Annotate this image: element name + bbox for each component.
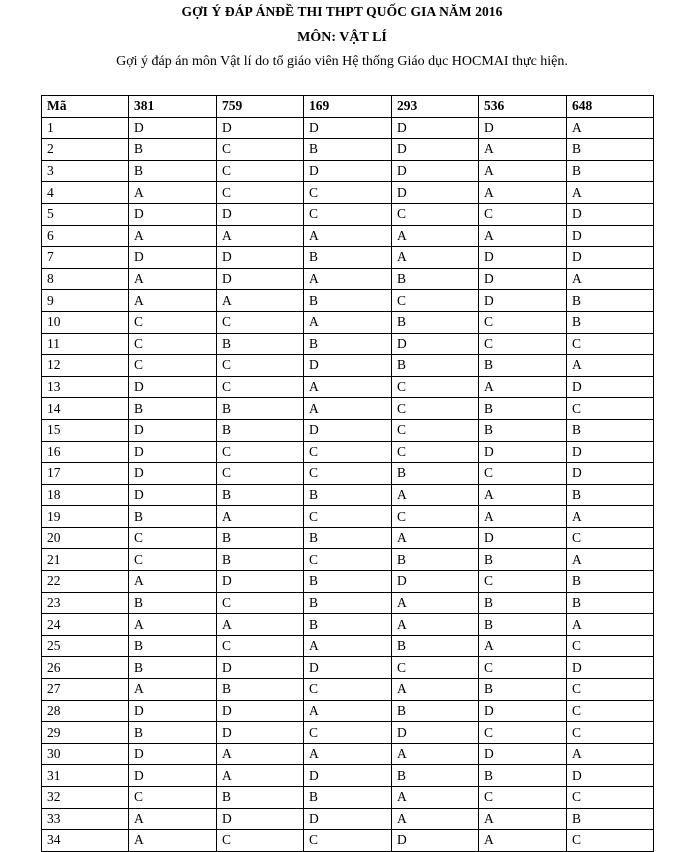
answer-cell: A (392, 614, 479, 636)
question-number-cell: 23 (42, 592, 129, 614)
answer-cell: B (217, 333, 304, 355)
column-header-code: 648 (567, 96, 654, 118)
answer-cell: C (304, 722, 392, 744)
answer-cell: B (129, 160, 217, 182)
question-number-cell: 2 (42, 139, 129, 161)
answer-cell: A (479, 808, 567, 830)
answer-cell: A (217, 765, 304, 787)
answer-cell: C (304, 463, 392, 485)
answer-cell: B (217, 527, 304, 549)
table-row (42, 268, 654, 290)
question-number-cell: 19 (42, 506, 129, 528)
answer-cell: B (129, 506, 217, 528)
table-row (42, 160, 654, 182)
question-number-cell: 25 (42, 635, 129, 657)
question-number-cell: 3 (42, 160, 129, 182)
answer-cell: D (567, 247, 654, 269)
answer-cell: D (567, 463, 654, 485)
answer-cell: C (129, 333, 217, 355)
answer-cell: D (217, 700, 304, 722)
column-header-code: 381 (129, 96, 217, 118)
answer-cell: D (217, 657, 304, 679)
table-row (42, 743, 654, 765)
answer-cell: D (304, 355, 392, 377)
table-row (42, 247, 654, 269)
table-row (42, 679, 654, 701)
answer-cell: C (392, 657, 479, 679)
answer-cell: D (129, 247, 217, 269)
answer-cell: A (392, 787, 479, 809)
answer-cell: A (567, 355, 654, 377)
answer-cell: A (129, 679, 217, 701)
table-row (42, 311, 654, 333)
answer-cell: B (479, 355, 567, 377)
answer-cell: C (392, 506, 479, 528)
answer-cell: C (129, 527, 217, 549)
answer-cell: B (129, 722, 217, 744)
answer-cell: C (304, 182, 392, 204)
answer-cell: C (479, 787, 567, 809)
answer-cell: B (567, 290, 654, 312)
table-row (42, 419, 654, 441)
answer-cell: A (392, 743, 479, 765)
table-row (42, 139, 654, 161)
answer-cell: B (392, 549, 479, 571)
answer-cell: B (392, 765, 479, 787)
table-row (42, 614, 654, 636)
answer-cell: C (567, 787, 654, 809)
answer-cell: B (304, 571, 392, 593)
answer-cell: D (392, 160, 479, 182)
answer-cell: A (567, 549, 654, 571)
answer-cell: A (304, 225, 392, 247)
answer-cell: C (567, 700, 654, 722)
answer-cell: A (304, 268, 392, 290)
table-row (42, 808, 654, 830)
answer-cell: B (479, 679, 567, 701)
answer-cell: B (479, 592, 567, 614)
table-row (42, 549, 654, 571)
answer-cell: A (392, 679, 479, 701)
answer-cell: D (567, 203, 654, 225)
answer-cell: D (567, 376, 654, 398)
question-number-cell: 13 (42, 376, 129, 398)
answer-cell: D (567, 225, 654, 247)
answer-cell: C (479, 463, 567, 485)
answer-cell: C (129, 787, 217, 809)
table-row (42, 355, 654, 377)
answer-cell: B (304, 484, 392, 506)
answer-cell: C (567, 527, 654, 549)
answer-cell: D (392, 139, 479, 161)
table-row (42, 441, 654, 463)
document-title: GỢI Ý ĐÁP ÁNĐỀ THI THPT QUỐC GIA NĂM 2016 (181, 4, 503, 19)
answer-cell: C (304, 549, 392, 571)
answer-cell: A (479, 376, 567, 398)
answer-cell: C (129, 355, 217, 377)
answer-cell: D (129, 117, 217, 139)
column-header-ma: Mã (42, 96, 129, 118)
answer-cell: C (479, 722, 567, 744)
answer-cell: D (392, 830, 479, 852)
table-row (42, 506, 654, 528)
answer-cell: A (217, 743, 304, 765)
answer-cell: A (304, 700, 392, 722)
answer-cell: D (479, 117, 567, 139)
answer-cell: D (217, 268, 304, 290)
answer-cell: B (479, 614, 567, 636)
answer-cell: A (217, 506, 304, 528)
answer-cell: C (217, 830, 304, 852)
answer-cell: B (567, 419, 654, 441)
table-row (42, 463, 654, 485)
answer-cell: B (567, 311, 654, 333)
answer-cell: C (217, 441, 304, 463)
answer-cell: D (304, 117, 392, 139)
question-number-cell: 8 (42, 268, 129, 290)
answer-cell: A (129, 225, 217, 247)
answer-cell: B (304, 247, 392, 269)
question-number-cell: 7 (42, 247, 129, 269)
answer-cell: D (479, 527, 567, 549)
question-number-cell: 6 (42, 225, 129, 247)
answer-cell: B (479, 398, 567, 420)
answer-cell: C (567, 398, 654, 420)
answer-cell: C (304, 506, 392, 528)
table-row (42, 117, 654, 139)
answer-cell: A (129, 268, 217, 290)
answer-cell: D (304, 808, 392, 830)
answer-rows (42, 117, 654, 851)
answer-cell: C (392, 398, 479, 420)
answer-cell: C (567, 333, 654, 355)
answer-cell: A (392, 247, 479, 269)
answer-cell: A (304, 398, 392, 420)
answer-cell: D (129, 419, 217, 441)
question-number-cell: 30 (42, 743, 129, 765)
answer-cell: C (217, 635, 304, 657)
answer-cell: B (392, 355, 479, 377)
answer-cell: A (567, 614, 654, 636)
answer-cell: B (392, 268, 479, 290)
answer-cell: D (129, 376, 217, 398)
question-number-cell: 26 (42, 657, 129, 679)
question-number-cell: 28 (42, 700, 129, 722)
answer-cell: A (479, 160, 567, 182)
answer-cell: B (304, 592, 392, 614)
answer-cell: D (129, 743, 217, 765)
question-number-cell: 21 (42, 549, 129, 571)
answer-cell: A (129, 808, 217, 830)
answer-cell: C (304, 203, 392, 225)
answer-cell: D (304, 160, 392, 182)
answer-cell: C (479, 333, 567, 355)
answer-cell: D (392, 571, 479, 593)
table-row (42, 333, 654, 355)
answer-cell: B (567, 160, 654, 182)
answer-cell: A (479, 506, 567, 528)
answer-cell: A (304, 311, 392, 333)
answer-cell: C (217, 592, 304, 614)
answer-cell: D (217, 117, 304, 139)
answer-cell: D (479, 441, 567, 463)
answer-cell: B (304, 614, 392, 636)
answer-cell: A (217, 290, 304, 312)
answer-cell: C (129, 549, 217, 571)
answer-cell: B (304, 787, 392, 809)
answer-cell: A (392, 527, 479, 549)
answer-cell: A (392, 225, 479, 247)
answer-cell: D (479, 743, 567, 765)
table-row (42, 787, 654, 809)
answer-cell: B (304, 290, 392, 312)
answer-cell: B (567, 484, 654, 506)
answer-cell: D (129, 463, 217, 485)
answer-cell: C (567, 722, 654, 744)
answer-cell: C (217, 182, 304, 204)
answer-cell: B (304, 527, 392, 549)
question-number-cell: 4 (42, 182, 129, 204)
answer-cell: C (479, 203, 567, 225)
column-header-code: 759 (217, 96, 304, 118)
answer-cell: A (479, 225, 567, 247)
answer-cell: B (392, 311, 479, 333)
answer-cell: A (304, 376, 392, 398)
question-number-cell: 34 (42, 830, 129, 852)
answer-cell: C (129, 311, 217, 333)
answer-cell: C (567, 635, 654, 657)
answer-cell: A (479, 484, 567, 506)
question-number-cell: 11 (42, 333, 129, 355)
subject-heading: MÔN: VẬT LÍ (297, 30, 387, 45)
answer-cell: C (567, 679, 654, 701)
table-row (42, 182, 654, 204)
table-row (42, 225, 654, 247)
answer-cell: C (217, 355, 304, 377)
answer-cell: A (304, 743, 392, 765)
table-row (42, 765, 654, 787)
question-number-cell: 24 (42, 614, 129, 636)
answer-cell: D (217, 722, 304, 744)
answer-cell: D (479, 268, 567, 290)
answer-cell: D (479, 700, 567, 722)
answer-cell: B (129, 398, 217, 420)
answer-cell: D (392, 182, 479, 204)
table-header-row (42, 96, 654, 118)
answer-cell: B (479, 765, 567, 787)
answer-cell: A (567, 182, 654, 204)
question-number-cell: 18 (42, 484, 129, 506)
source-note: Gợi ý đáp án môn Vật lí do tổ giáo viên Hệ thống Giáo dục HOCMAI thực hiện. (116, 54, 568, 69)
answer-cell: B (567, 592, 654, 614)
answer-cell: D (129, 700, 217, 722)
answer-cell: D (567, 765, 654, 787)
question-number-cell: 33 (42, 808, 129, 830)
answer-cell: D (217, 203, 304, 225)
answer-cell: C (217, 311, 304, 333)
answer-cell: C (217, 139, 304, 161)
answer-cell: D (304, 657, 392, 679)
question-number-cell: 29 (42, 722, 129, 744)
answer-cell: D (479, 247, 567, 269)
column-header-code: 169 (304, 96, 392, 118)
answer-cell: A (129, 571, 217, 593)
question-number-cell: 10 (42, 311, 129, 333)
question-number-cell: 5 (42, 203, 129, 225)
question-number-cell: 27 (42, 679, 129, 701)
question-number-cell: 12 (42, 355, 129, 377)
answer-cell: C (567, 830, 654, 852)
question-number-cell: 14 (42, 398, 129, 420)
table-row (42, 830, 654, 852)
answer-cell: B (567, 139, 654, 161)
answer-cell: D (129, 441, 217, 463)
answer-cell: D (479, 290, 567, 312)
answer-cell: D (217, 247, 304, 269)
answer-cell: A (567, 117, 654, 139)
question-number-cell: 32 (42, 787, 129, 809)
answer-cell: B (129, 592, 217, 614)
answer-key-table (41, 95, 654, 852)
answer-cell: A (392, 484, 479, 506)
answer-cell: B (392, 635, 479, 657)
answer-cell: B (217, 549, 304, 571)
answer-cell: C (392, 376, 479, 398)
table-row (42, 484, 654, 506)
answer-cell: B (217, 484, 304, 506)
column-header-code: 536 (479, 96, 567, 118)
table-row (42, 527, 654, 549)
question-number-cell: 20 (42, 527, 129, 549)
answer-cell: A (129, 614, 217, 636)
answer-cell: B (217, 419, 304, 441)
table-row (42, 657, 654, 679)
table-row (42, 722, 654, 744)
answer-cell: A (479, 635, 567, 657)
answer-cell: A (129, 182, 217, 204)
question-number-cell: 16 (42, 441, 129, 463)
answer-cell: C (217, 160, 304, 182)
answer-cell: D (304, 419, 392, 441)
answer-cell: B (567, 571, 654, 593)
question-number-cell: 17 (42, 463, 129, 485)
answer-cell: B (479, 549, 567, 571)
answer-cell: C (392, 419, 479, 441)
column-header-code: 293 (392, 96, 479, 118)
answer-cell: B (217, 398, 304, 420)
answer-cell: A (567, 743, 654, 765)
table-row (42, 700, 654, 722)
answer-cell: A (567, 506, 654, 528)
question-number-cell: 1 (42, 117, 129, 139)
answer-cell: D (129, 484, 217, 506)
table-row (42, 398, 654, 420)
table-row (42, 635, 654, 657)
answer-cell: D (217, 808, 304, 830)
answer-cell: A (304, 635, 392, 657)
answer-cell: C (392, 290, 479, 312)
answer-cell: D (129, 203, 217, 225)
answer-cell: D (129, 765, 217, 787)
table-row (42, 592, 654, 614)
answer-cell: B (129, 657, 217, 679)
answer-cell: B (217, 787, 304, 809)
answer-cell: B (129, 139, 217, 161)
answer-cell: A (567, 268, 654, 290)
answer-cell: D (217, 571, 304, 593)
answer-cell: A (392, 592, 479, 614)
answer-cell: C (217, 376, 304, 398)
answer-cell: D (392, 333, 479, 355)
answer-cell: A (479, 830, 567, 852)
answer-cell: B (217, 679, 304, 701)
answer-cell: A (217, 225, 304, 247)
answer-cell: C (479, 657, 567, 679)
table-row (42, 203, 654, 225)
answer-cell: C (304, 679, 392, 701)
question-number-cell: 31 (42, 765, 129, 787)
answer-cell: A (129, 830, 217, 852)
answer-cell: A (392, 808, 479, 830)
answer-cell: C (217, 463, 304, 485)
answer-cell: A (479, 182, 567, 204)
answer-cell: B (392, 463, 479, 485)
answer-cell: C (304, 830, 392, 852)
answer-cell: B (392, 700, 479, 722)
answer-cell: A (217, 614, 304, 636)
question-number-cell: 22 (42, 571, 129, 593)
answer-cell: B (304, 139, 392, 161)
answer-cell: D (567, 657, 654, 679)
answer-cell: B (479, 419, 567, 441)
answer-cell: A (479, 139, 567, 161)
answer-cell: C (479, 571, 567, 593)
answer-cell: C (392, 203, 479, 225)
table-row (42, 290, 654, 312)
answer-cell: D (392, 722, 479, 744)
answer-cell: C (392, 441, 479, 463)
answer-cell: A (129, 290, 217, 312)
answer-cell: D (392, 117, 479, 139)
answer-cell: B (567, 808, 654, 830)
answer-cell: D (567, 441, 654, 463)
answer-cell: C (479, 311, 567, 333)
answer-cell: B (304, 333, 392, 355)
table-row (42, 376, 654, 398)
question-number-cell: 9 (42, 290, 129, 312)
answer-cell: C (304, 441, 392, 463)
table-row (42, 571, 654, 593)
answer-cell: D (304, 765, 392, 787)
answer-cell: B (129, 635, 217, 657)
question-number-cell: 15 (42, 419, 129, 441)
